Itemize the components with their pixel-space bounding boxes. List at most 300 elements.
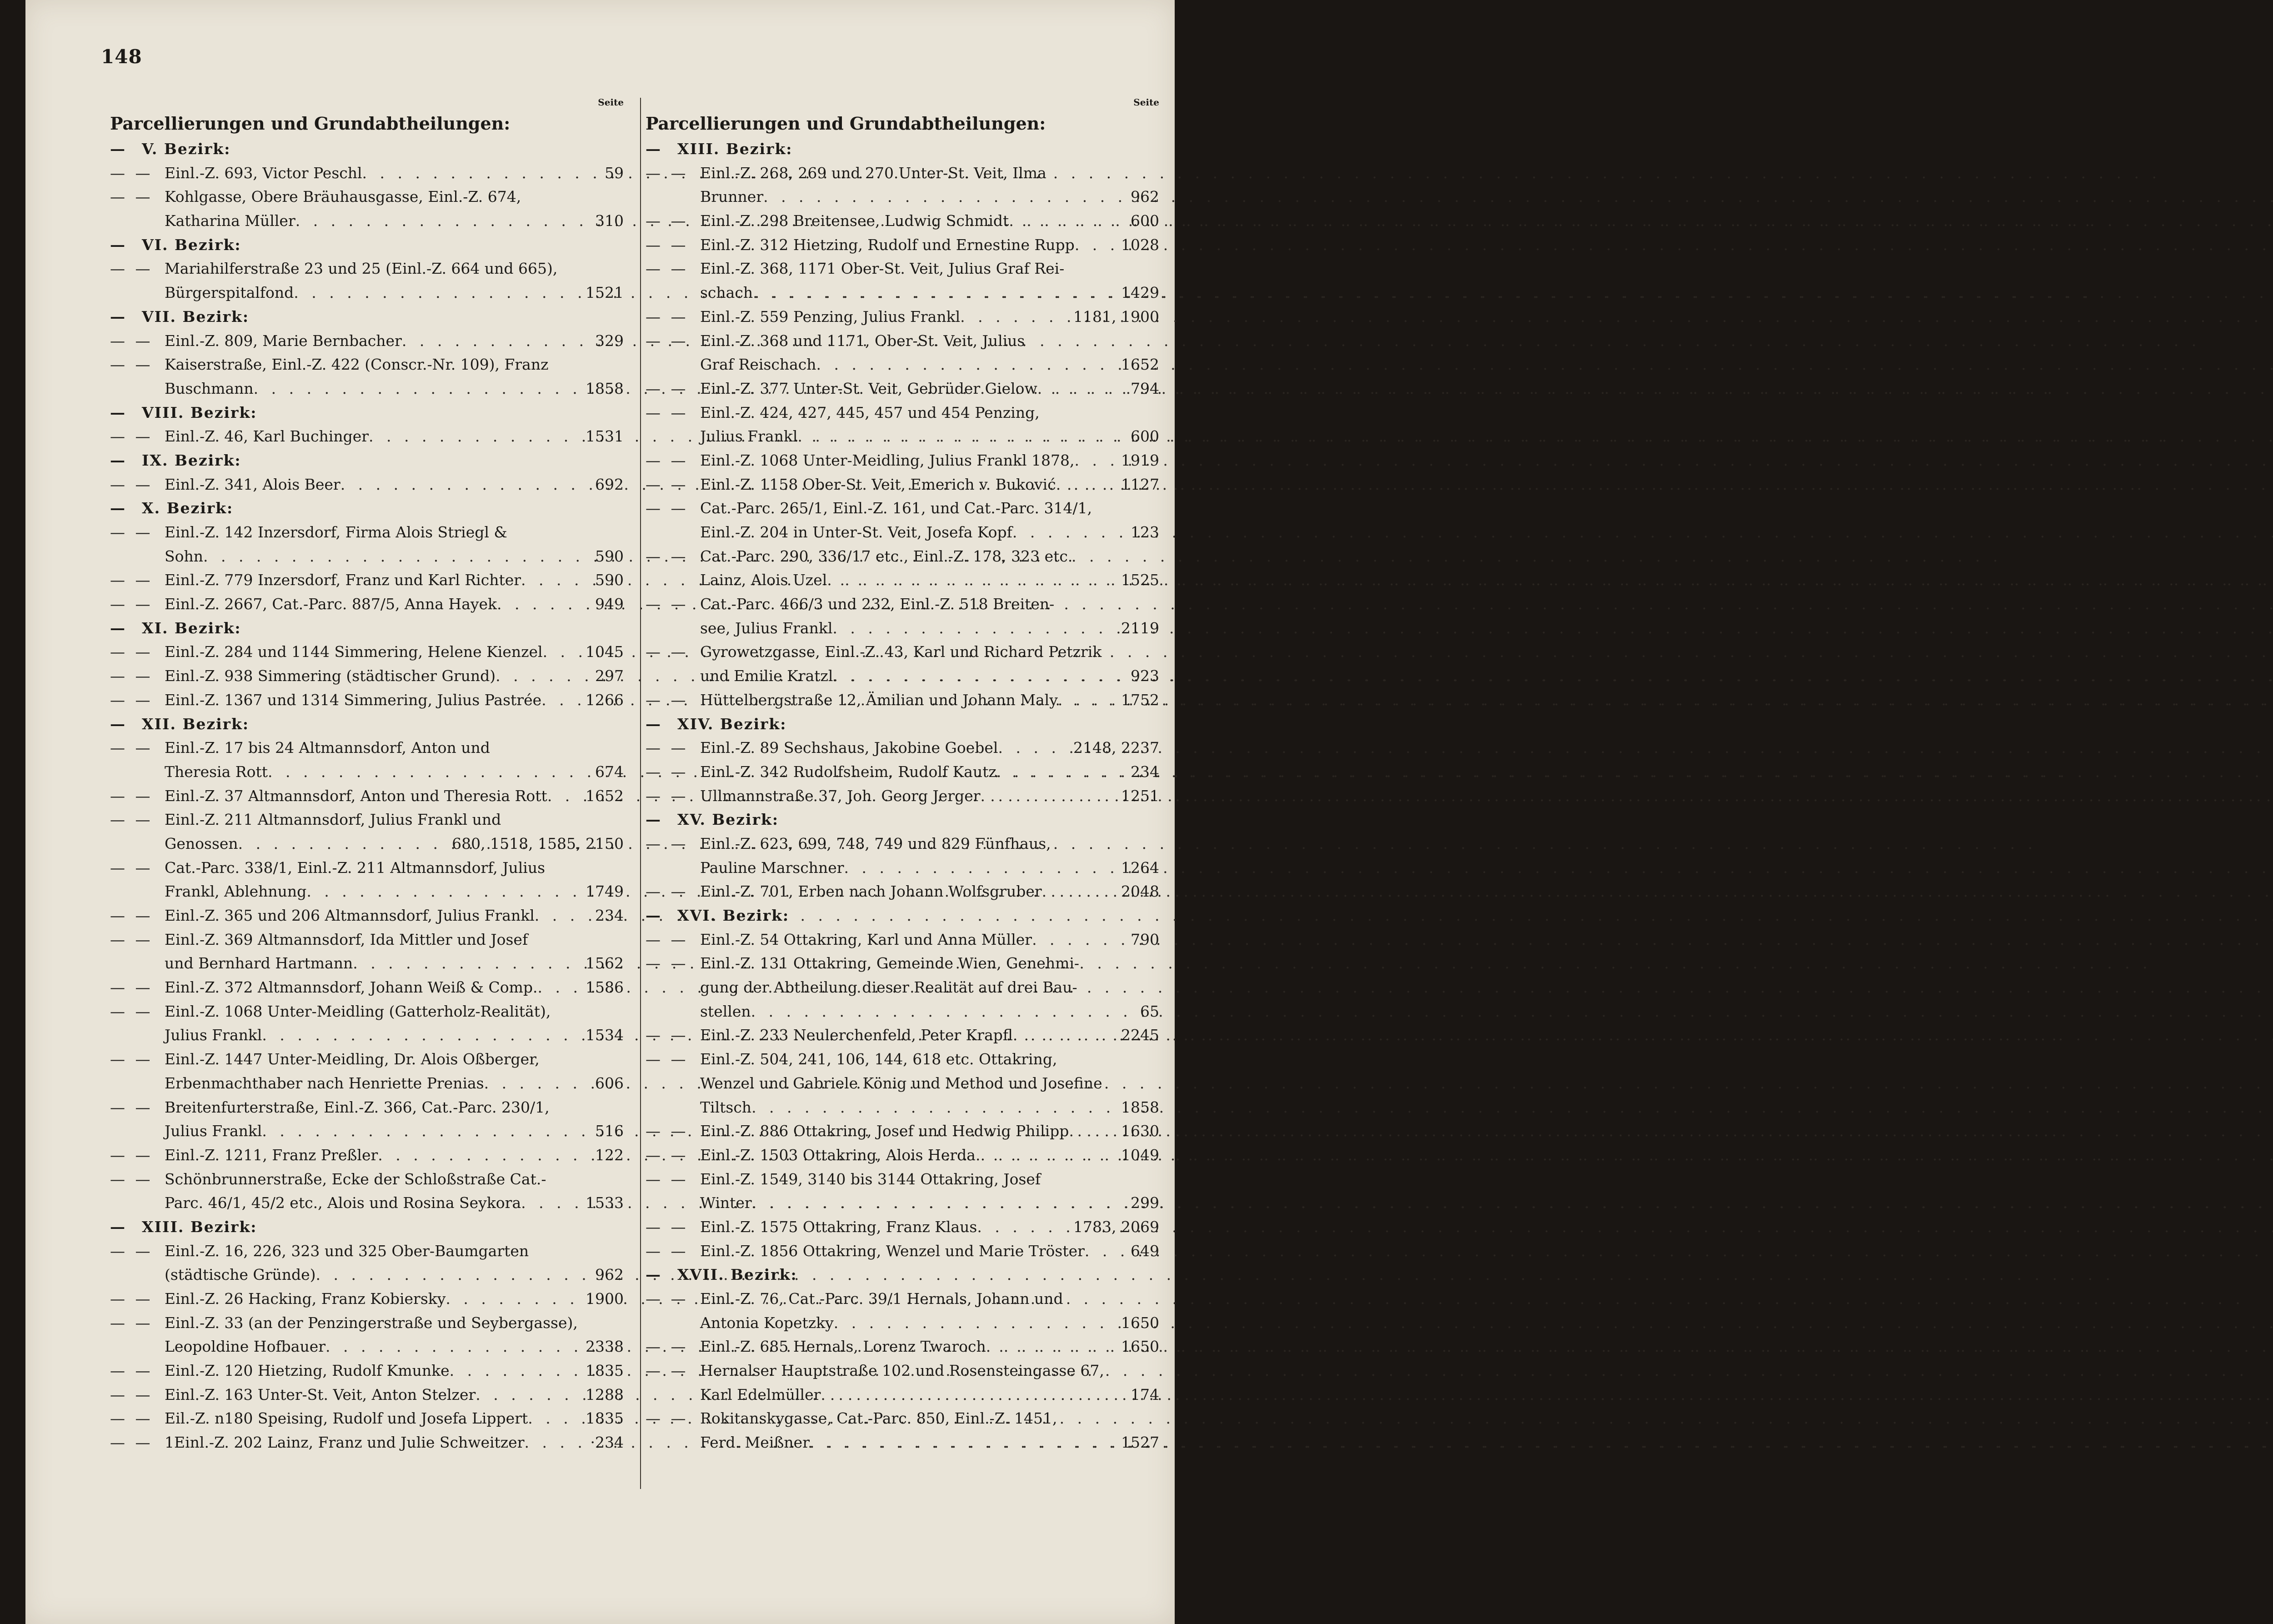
leader-dots — [1037, 377, 1128, 401]
entry-text: Einl.-Z. 809, Marie Bernbacher — [165, 331, 402, 350]
entry-continuation — [110, 1263, 624, 1287]
leader-dots — [203, 545, 592, 569]
entry-line — [646, 1168, 1159, 1192]
entry-text: Kohlgasse, Obere Bräuhausgasse, Einl.-Z. 674, — [165, 188, 521, 206]
dash-marker: — — — [646, 1146, 689, 1164]
page-reference: 1858 — [1121, 1098, 1159, 1116]
leader-dots — [402, 329, 592, 353]
entry-text: Ullmannstraße 37, Joh. Georg Jerger — [700, 787, 981, 805]
entry-text: Einl.-Z. 1503 Ottakring, Alois Herda — [700, 1146, 976, 1164]
page-reference: 923 — [1131, 667, 1159, 685]
entry-text: Einl.-Z. 46, Karl Buchinger — [165, 427, 369, 446]
page-reference: 1749 — [586, 882, 624, 901]
entry-text: und Emilie Kratzl — [700, 667, 833, 685]
leader-dots — [810, 1431, 1118, 1455]
entry-line — [646, 880, 1159, 904]
entry-text: Einl.-Z. 1158 Ober-St. Veit, Emerich v. Buković — [700, 475, 1056, 493]
entry-text: Buschmann — [165, 379, 254, 397]
leader-dots — [316, 1263, 592, 1287]
district-heading — [110, 496, 624, 521]
page-reference: 174 — [1131, 1385, 1159, 1403]
entry-continuation — [646, 185, 1159, 209]
leader-dots — [816, 353, 1118, 377]
entry-line — [646, 1119, 1159, 1143]
page-reference: 123 — [1131, 523, 1159, 541]
entry-text: Einl.-Z. 163 Unter-St. Veit, Anton Stelzer — [165, 1385, 476, 1403]
entry-line — [110, 808, 624, 832]
page-reference: 234 — [1131, 762, 1159, 781]
entry-text: Leopoldine Hofbauer — [165, 1338, 326, 1356]
leader-dots — [543, 640, 583, 664]
entry-continuation — [646, 856, 1159, 880]
entry-text: Einl.-Z. 623, 699, 748, 749 und 829 Fünfhaus, — [700, 834, 1051, 852]
leader-dots — [496, 664, 592, 688]
leader-dots — [834, 1311, 1118, 1335]
leader-dots — [986, 1335, 1118, 1359]
leader-dots — [378, 1143, 592, 1168]
entry-line — [646, 233, 1159, 257]
dash-marker: — — — [110, 188, 153, 206]
entry-line — [110, 185, 624, 209]
entry-line — [646, 1215, 1159, 1239]
page-reference: 590 — [595, 571, 624, 589]
entry-line — [110, 592, 624, 617]
dash-marker: — — — [110, 1434, 153, 1452]
entry-text: Einl.-Z. 886 Ottakring, Josef und Hedwig Philipp — [700, 1122, 1069, 1140]
section-heading: Parcellierungen und Grundabtheilungen: — [110, 113, 511, 134]
entry-line — [646, 257, 1159, 281]
page-reference: 962 — [1131, 188, 1159, 206]
page-reference: 794 — [1131, 379, 1159, 397]
entry-text: Einl.-Z. 312 Hietzing, Rudolf und Ernestine Rupp — [700, 236, 1075, 254]
leader-dots — [497, 592, 592, 617]
entry-text: Julius Frankl — [165, 1026, 262, 1044]
page-number: 148 — [101, 45, 142, 68]
dash-marker: — — — [110, 691, 153, 709]
leader-dots — [1075, 449, 1118, 473]
entry-text: Genossen — [165, 834, 238, 852]
dash-marker: — — — [110, 1242, 153, 1260]
page-reference: 1919 — [1121, 451, 1159, 469]
dash-marker: — — — [110, 643, 153, 661]
dash-marker: — — — [646, 331, 689, 350]
entry-line — [646, 473, 1159, 497]
entry-text: Einl.-Z. 298 Breitensee, Ludwig Schmidt — [700, 212, 1009, 230]
dash-marker: — — — [646, 212, 689, 230]
page-reference: 1533 — [586, 1194, 624, 1212]
entry-text: XV. Bezirk: — [677, 811, 779, 829]
dash-marker: — — [110, 403, 128, 421]
page-reference: 674 — [595, 762, 624, 781]
entry-continuation — [646, 425, 1159, 449]
entry-line — [110, 161, 624, 185]
page-reference: 1652 — [586, 787, 624, 805]
dash-marker: — — — [646, 1122, 689, 1140]
left-column — [110, 95, 624, 1455]
dash-marker: — — — [110, 1002, 153, 1020]
seite-label: Seite — [598, 97, 624, 108]
dash-marker: — — — [646, 1338, 689, 1356]
leader-dots — [294, 281, 583, 305]
entry-text: X. Bezirk: — [142, 499, 234, 517]
dash-marker: — — — [110, 978, 153, 997]
entry-text: XIV. Bezirk: — [677, 715, 787, 733]
entry-continuation — [646, 976, 1159, 1000]
page-reference: 1028 — [1121, 236, 1159, 254]
entry-line — [646, 784, 1159, 808]
entry-text: Kaiserstraße, Einl.-Z. 422 (Conscr.-Nr. 109), Franz — [165, 356, 549, 374]
dash-marker: — — — [646, 691, 689, 709]
entry-text: Einl.-Z. 211 Altmannsdorf, Julius Frankl und — [165, 811, 501, 829]
entry-line — [646, 545, 1159, 569]
entry-text: XVI. Bezirk: — [677, 907, 790, 924]
dash-marker: — — — [110, 787, 153, 805]
entry-text: Einl.-Z. 377 Unter-St. Veit, Gebrüder Gielow — [700, 379, 1037, 397]
page-reference: 2245 — [1121, 1026, 1159, 1044]
entry-text: V. Bezirk: — [142, 140, 231, 158]
entry-line — [646, 377, 1159, 401]
dash-marker: — — — [110, 739, 153, 757]
entry-text: Einl.-Z. 372 Altmannsdorf, Johann Weiß & Comp. — [165, 978, 538, 997]
entry-line — [110, 1431, 624, 1455]
entry-text: Einl.-Z. 37 Altmannsdorf, Anton und Theresia Rott — [165, 787, 547, 805]
leader-dots — [476, 1383, 583, 1407]
entry-continuation — [646, 568, 1159, 592]
leader-dots — [524, 1431, 587, 1455]
entry-line — [110, 1143, 624, 1168]
entry-text: Erbenmachthaber nach Henriette Prenias — [165, 1074, 484, 1092]
entry-text: Einl.-Z. 1068 Unter-Meidling (Gatterholz-Realität), — [165, 1002, 551, 1020]
page-reference: 1181, 1900 — [1073, 307, 1159, 326]
entry-line — [646, 592, 1159, 617]
page-reference: 2148, 2237 — [1073, 739, 1159, 757]
district-heading — [110, 449, 624, 473]
entry-line — [110, 329, 624, 353]
leader-dots — [369, 425, 583, 449]
dash-marker: — — [646, 811, 663, 829]
entry-text: Einl.-Z. 1856 Ottakring, Wenzel und Marie Tröster — [700, 1242, 1085, 1260]
dash-marker: — — — [646, 1026, 689, 1044]
leader-dots — [306, 880, 583, 904]
leader-dots — [446, 1287, 583, 1311]
dash-marker: — — — [646, 1218, 689, 1236]
entry-text: Einl.-Z. 1447 Unter-Meidling, Dr. Alois Oßberger, — [165, 1050, 540, 1068]
entry-list — [646, 137, 1159, 1455]
entry-continuation — [110, 832, 624, 856]
entry-line — [646, 449, 1159, 473]
dash-marker: — — — [110, 1409, 153, 1428]
dash-marker: — — — [110, 331, 153, 350]
dash-marker: — — — [110, 1385, 153, 1403]
entry-text: Einl.-Z. 685 Hernals, Lorenz Twaroch — [700, 1338, 986, 1356]
dash-marker: — — — [646, 547, 689, 565]
right-column — [646, 95, 1159, 1455]
entry-text: Einl.-Z. 1367 und 1314 Simmering, Julius Pastrée — [165, 691, 542, 709]
entry-text: XVII. Bezirk: — [677, 1266, 797, 1284]
leader-dots — [362, 161, 602, 185]
dash-marker: — — — [110, 164, 153, 182]
entry-continuation — [110, 1023, 624, 1048]
entry-text: Einl.-Z. 16, 226, 323 und 325 Ober-Baumgarten — [165, 1242, 529, 1260]
entry-text: Ferd. Meißner — [700, 1434, 810, 1452]
entry-text: Einl.-Z. 1549, 3140 bis 3144 Ottakring, Josef — [700, 1170, 1041, 1188]
entry-text: Einl.-Z. 938 Simmering (städtischer Grund) — [165, 667, 496, 685]
entry-line — [110, 257, 624, 281]
entry-text: Einl.-Z. 142 Inzersdorf, Firma Alois Striegl & — [165, 523, 507, 541]
page-reference: 2338 — [586, 1338, 624, 1356]
leader-dots — [325, 1335, 583, 1359]
page-reference: 1045 — [586, 643, 624, 661]
entry-text: Einl.-Z. 76, Cat.-Parc. 39/1 Hernals, Johann und — [700, 1290, 1063, 1308]
column-divider — [640, 98, 641, 1489]
page-reference: 1049 — [1121, 1146, 1159, 1164]
dash-marker: — — [110, 1218, 128, 1236]
leader-dots — [535, 904, 592, 928]
entry-text: Einl.-Z. 54 Ottakring, Karl und Anna Müller — [700, 930, 1032, 948]
page-reference: 680, 1518, 1585, 2150 — [452, 834, 624, 852]
page-reference: 1586 — [586, 978, 624, 997]
leader-dots — [1056, 473, 1118, 497]
dash-marker: — — — [646, 954, 689, 972]
entry-continuation — [646, 1072, 1159, 1096]
leader-dots — [528, 1407, 583, 1431]
dash-marker: — — — [646, 260, 689, 278]
entry-continuation — [646, 1000, 1159, 1024]
entry-continuation — [110, 377, 624, 401]
entry-line — [110, 640, 624, 664]
entry-text: VII. Bezirk: — [142, 307, 250, 326]
entry-text: Einl.-Z. 779 Inzersdorf, Franz und Karl Richter — [165, 571, 521, 589]
district-heading — [646, 1263, 1159, 1287]
leader-dots — [833, 664, 1128, 688]
entry-text: Hernalser Hauptstraße 102 und Rosensteingasse 67, — [700, 1362, 1104, 1380]
leader-dots — [1075, 233, 1118, 257]
dash-marker: — — — [646, 595, 689, 613]
entry-text: Hüttelbergstraße 12, Ämilian und Johann Maly — [700, 691, 1058, 709]
entry-text: Einl.-Z. 120 Hietzing, Rudolf Kmunke — [165, 1362, 450, 1380]
entry-line — [110, 1000, 624, 1024]
page-reference: 1429 — [1121, 284, 1159, 302]
entry-continuation — [646, 1191, 1159, 1215]
dash-marker: — — — [110, 667, 153, 685]
entry-line — [110, 425, 624, 449]
page-reference: 1534 — [586, 1026, 624, 1044]
entry-text: Cat.-Parc. 338/1, Einl.-Z. 211 Altmannsdorf, Julius — [165, 858, 546, 877]
leader-dots — [797, 425, 1128, 449]
dash-marker: — — — [110, 1146, 153, 1164]
entry-text: Graf Reischach — [700, 356, 816, 374]
entry-text: Einl.-Z. 365 und 206 Altmannsdorf, Julius Frankl — [165, 907, 535, 924]
leader-dots — [1058, 688, 1118, 712]
entry-text: IX. Bezirk: — [142, 451, 241, 469]
dash-marker: — — — [110, 1170, 153, 1188]
entry-continuation — [110, 1072, 624, 1096]
page-reference: 2119 — [1121, 619, 1159, 637]
entry-line — [646, 952, 1159, 976]
entry-text: stellen — [700, 1002, 751, 1020]
district-heading — [646, 137, 1159, 161]
entry-text: Schönbrunnerstraße, Ecke der Schloßstraße Cat.- — [165, 1170, 546, 1188]
dash-marker: — — — [110, 571, 153, 589]
district-heading — [646, 808, 1159, 832]
dash-marker: — — — [646, 930, 689, 948]
entry-line — [646, 329, 1159, 353]
page-reference: 1752 — [1121, 691, 1159, 709]
page-reference: 65 — [1140, 1002, 1159, 1020]
page-reference: 122 — [595, 1146, 624, 1164]
page-reference: 1783, 2069 — [1073, 1218, 1159, 1236]
leader-dots — [262, 1023, 583, 1048]
page-reference: 1630 — [1121, 1122, 1159, 1140]
page-reference: 297 — [595, 667, 624, 685]
dash-marker: — — [110, 451, 128, 469]
entry-continuation — [646, 1431, 1159, 1455]
entry-continuation — [646, 521, 1159, 545]
dash-marker: — — — [646, 882, 689, 901]
entry-text: Einl.-Z. 233 Neulerchenfeld, Peter Krapfl — [700, 1026, 1013, 1044]
entry-text: Einl.-Z. 2667, Cat.-Parc. 887/5, Anna Hayek — [165, 595, 497, 613]
dash-marker: — — — [646, 1290, 689, 1308]
leader-dots — [753, 281, 1118, 305]
district-heading — [110, 617, 624, 641]
page-reference: 606 — [595, 1074, 624, 1092]
entry-text: 1Einl.-Z. 202 Lainz, Franz und Julie Schweitzer — [165, 1434, 525, 1452]
entry-text: Einl.-Z. 342 Rudolfsheim, Rudolf Kautz — [700, 762, 996, 781]
page-reference: 1288 — [586, 1385, 624, 1403]
dash-marker: — — [646, 1266, 663, 1284]
seite-label: Seite — [1133, 97, 1159, 108]
page-reference: 1835 — [586, 1409, 624, 1428]
district-heading — [646, 904, 1159, 928]
entry-continuation — [110, 760, 624, 784]
entry-text: Cat.-Parc. 290, 336/17 etc., Einl.-Z. 178, 323 etc. — [700, 547, 1073, 565]
entry-text: Wenzel und Gabriele König und Method und Josefine — [700, 1074, 1102, 1092]
entry-text: gung der Abtheilung dieser Realität auf drei Bau- — [700, 978, 1077, 997]
page-reference: 1650 — [1121, 1313, 1159, 1332]
entry-continuation — [646, 1383, 1159, 1407]
entry-line — [646, 1143, 1159, 1168]
page-reference: 1531 — [586, 427, 624, 446]
dash-marker: — — — [110, 523, 153, 541]
entry-line — [646, 1335, 1159, 1359]
entry-text: XIII. Bezirk: — [142, 1218, 257, 1236]
leader-dots — [960, 305, 1071, 329]
dash-marker: — — — [646, 1409, 689, 1428]
page-reference: 1835 — [586, 1362, 624, 1380]
entry-text: Einl.-Z. 693, Victor Peschl — [165, 164, 362, 182]
leader-dots — [547, 784, 583, 808]
dash-marker: — — — [646, 379, 689, 397]
entry-text: Antonia Kopetzky — [700, 1313, 834, 1332]
entry-text: Lainz, Alois Uzel — [700, 571, 827, 589]
entry-text: Einl.-Z. 559 Penzing, Julius Frankl — [700, 307, 961, 326]
page-reference: 2048 — [1121, 882, 1159, 901]
dash-marker: — — [110, 715, 128, 733]
section-heading: Parcellierungen und Grundabtheilungen: — [646, 113, 1046, 134]
entry-text: Parc. 46/1, 45/2 etc., Alois und Rosina Seykora — [165, 1194, 521, 1212]
entry-text: Pauline Marschner — [700, 858, 844, 877]
dash-marker: — — — [110, 1362, 153, 1380]
entry-text: Gyrowetzgasse, Einl.-Z. 43, Karl und Richard Petzrik — [700, 643, 1102, 661]
entry-line — [646, 305, 1159, 329]
entry-text: Einl.-Z. 33 (an der Penzingerstraße und Seybergasse), — [165, 1313, 578, 1332]
entry-continuation — [646, 617, 1159, 641]
dash-marker: — — — [646, 307, 689, 326]
entry-line — [110, 904, 624, 928]
page-reference: 234 — [595, 907, 624, 924]
entry-text: Einl.-Z. 268, 269 und 270 Unter-St. Veit, Ilma — [700, 164, 1046, 182]
entry-text: Einl.-Z. 131 Ottakring, Gemeinde Wien, Genehmi- — [700, 954, 1080, 972]
entry-line — [110, 1168, 624, 1192]
entry-line — [646, 496, 1159, 521]
dash-marker: — — [110, 140, 128, 158]
entry-text: Winter — [700, 1194, 752, 1212]
entry-text: Einl.-Z. 701, Erben nach Johann Wolfsgruber — [700, 882, 1042, 901]
dash-marker: — — — [110, 260, 153, 278]
entry-list — [110, 137, 624, 1455]
leader-dots — [353, 952, 583, 976]
entry-text: und Bernhard Hartmann — [165, 954, 353, 972]
entry-text: Mariahilferstraße 23 und 25 (Einl.-Z. 664 und 665), — [165, 260, 558, 278]
entry-text: Frankl, Ablehnung — [165, 882, 307, 901]
entry-text: Einl.-Z. 1211, Franz Preßler — [165, 1146, 378, 1164]
dash-marker: — — — [110, 811, 153, 829]
entry-text: Einl.-Z. 26 Hacking, Franz Kobiersky — [165, 1290, 446, 1308]
entry-text: Einl.-Z. 204 in Unter-St. Veit, Josefa Kopf — [700, 523, 1012, 541]
entry-line — [110, 664, 624, 688]
entry-line — [646, 688, 1159, 712]
entry-text: Katharina Müller — [165, 212, 295, 230]
entry-line — [646, 1239, 1159, 1263]
dash-marker: — — — [646, 762, 689, 781]
page-reference: 962 — [595, 1266, 624, 1284]
dash-marker: — — — [646, 643, 689, 661]
entry-continuation — [646, 664, 1159, 688]
page-reference: 1652 — [1121, 356, 1159, 374]
dash-marker: — — — [110, 858, 153, 877]
dash-marker: — — [110, 236, 128, 254]
entry-text: Theresia Rott — [165, 762, 268, 781]
entry-text: Einl.-Z. 369 Altmannsdorf, Ida Mittler und Josef — [165, 930, 528, 948]
entry-continuation — [110, 952, 624, 976]
entry-text: XI. Bezirk: — [142, 619, 241, 637]
leader-dots — [1032, 928, 1128, 952]
entry-text: Sohn — [165, 547, 203, 565]
entry-line — [110, 856, 624, 880]
entry-line — [110, 1359, 624, 1383]
entry-text: Karl Edelmüller — [700, 1385, 821, 1403]
dash-marker: — — — [110, 907, 153, 924]
dash-marker: — — — [110, 1290, 153, 1308]
page-reference: 1858 — [586, 379, 624, 397]
entry-line — [110, 1311, 624, 1335]
entry-text: Rokitanskygasse, Cat.-Parc. 850, Einl.-Z. 1451, — [700, 1409, 1057, 1428]
dash-marker: — — — [110, 1098, 153, 1116]
entry-line — [110, 1407, 624, 1431]
entry-text: Einl.-Z. 17 bis 24 Altmannsdorf, Anton und — [165, 739, 490, 757]
entry-line — [110, 1287, 624, 1311]
leader-dots — [998, 736, 1071, 760]
leader-dots — [752, 1191, 1128, 1215]
entry-line — [646, 832, 1159, 856]
district-heading — [110, 1215, 624, 1239]
page-reference: 59 — [605, 164, 624, 182]
entry-text: Cat.-Parc. 466/3 und 232, Einl.-Z. 518 Breiten- — [700, 595, 1055, 613]
page — [25, 0, 1175, 1624]
leader-dots — [1042, 880, 1118, 904]
leader-dots — [1009, 209, 1128, 233]
dash-marker: — — — [646, 451, 689, 469]
